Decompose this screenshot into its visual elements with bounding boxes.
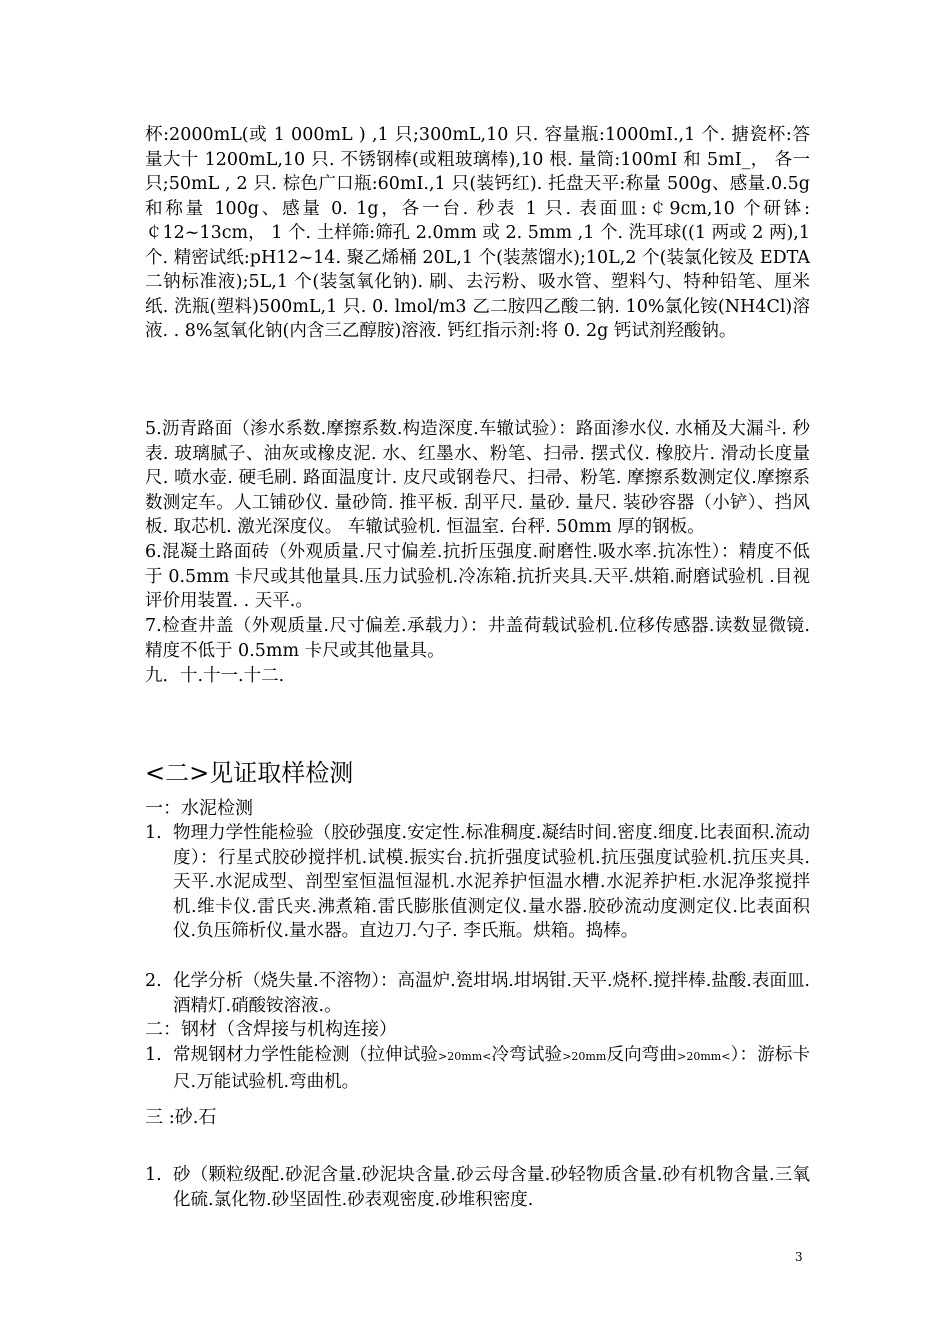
list-item-number: 1. (145, 1045, 162, 1065)
list-item-number: 1. (145, 1165, 162, 1185)
manhole-cover-item-paragraph: 7.检查井盖（外观质量.尺寸偏差.承载力）：井盖荷载试验机.位移传感器.读数显微镜. 精度不低于 0.5mm 卡尺或其他量具。 (145, 616, 810, 661)
steel-spec-small-2: >20mm (562, 1050, 607, 1063)
asphalt-item-paragraph: 5.沥青路面（渗水系数.摩擦系数.构造深度.车辙试验）：路面渗水仪. 水桶及大漏斗. 秒表. 玻璃腻子、油灰或橡皮泥. 水、红墨水、粉笔、扫帚. 摆式仪. 橡胶片. 滑动长度量尺. 喷水壶. 硬毛刷. 路面温度计. 皮尺或钢卷尺、扫帚、粉笔. 摩擦系数测定仪.摩擦系数测定车。人工铺砂仪. 量砂筒. 推平板. 刮平尺. 量砂. 量尺. 装砂容器（小铲）、挡风板. 取芯机. 激光深度仪。 车辙试验机. 恒温室. 台秤. 50mm 厚的钢板。 (145, 419, 810, 537)
steel-spec-small-1: >20mm< (438, 1050, 492, 1063)
list-item (145, 969, 810, 1018)
steel-text-part4: ）：游标卡尺.万能试验机.弯曲机。 (173, 1045, 811, 1092)
steel-spec-small-3: >20mm< (677, 1050, 731, 1063)
paving-brick-item-paragraph: 6.混凝土路面砖（外观质量.尺寸偏差.抗折压强度.耐磨性.吸水率.抗冻性）：精度不低于 0.5mm 卡尺或其他量具.压力试验机.冷冻箱.抗折夹具.天平.烘箱.耐磨试验机 .目视评价用装置. . 天平.。 (145, 542, 810, 611)
list-item (145, 821, 810, 944)
list-item-number: 2. (145, 971, 162, 991)
section-title: <二>见证取样检测 (145, 759, 354, 787)
list-item-text: 物理力学性能检验（胶砂强度.安定性.标准稠度.凝结时间.密度.细度.比表面积.流动度）：行星式胶砂搅拌机.试模.振实台.抗折强度试验机.抗压强度试验机.抗压夹具.天平.水泥成型、剖型室恒温恒湿机.水泥养护恒温水槽.水泥养护柜.水泥净浆搅拌机.维卡仪.雷氏夹.沸煮箱.雷氏膨胀值测定仪.量水器.胶砂流动度测定仪.比表面积仪.负压筛析仪.量水器。直边刀.勺子. 李氏瓶。烘箱。捣棒。 (173, 823, 810, 941)
list-item-number: 1. (145, 823, 162, 843)
list-item-text: 砂（颗粒级配.砂泥含量.砂泥块含量.砂云母含量.砂轻物质含量.砂有机物含量.三氧化硫.氯化物.砂坚固性.砂表观密度.砂堆积密度. (173, 1165, 810, 1210)
list-item-text (173, 1043, 810, 1094)
steel-heading: 二：钢材（含焊接与机构连接） (145, 1019, 397, 1040)
equipment-list-paragraph: 杯:2000mL(或 1 000mL ) ,1 只;300mL,10 只. 容量瓶:1000mI.,1 个. 搪瓷杯:答量大十 1200mL,10 只. 不锈钢棒(或粗玻璃棒),10 根. 量筒:100mI 和 5mI_， 各一只;50mL , 2 只. 棕色广口瓶:60mI.,1 只(装钙红). 托盘天平:称量 500g、感量.0.5g 和称量 100g、感量 0. 1g，各一台. 秒表 1 只. 表面皿:￠9cm,10 个研钵: ￠12~13cm， 1 个. 土样筛:筛孔 2.0mm 或 2. 5mm ,1 个. 洗耳球((1 两或 2 两),1 个. 精密试纸:pH12~14. 聚乙烯桶 20L,1 个(装蒸馏水);10L,2 个(装氯化铵及 EDTA 二钠标准液);5L,1 个(装氢氧化钠). 刷、去污粉、吸水管、塑料勺、特种铅笔、厘米纸. 洗瓶(塑料)500mL,1 只. 0. lmol/m3 乙二胺四乙酸二钠. 10%氯化铵(NH4Cl)溶液. . 8%氢氧化钠(内含三乙醇胺)溶液. 钙红指示剂:将 0. 2g 钙试剂羟酸钠。 (145, 125, 810, 341)
steel-text-part3: 反向弯曲 (606, 1045, 678, 1065)
page-number: 3 (795, 1250, 803, 1264)
steel-text-part1: 常规钢材力学性能检测（拉伸试验 (173, 1045, 439, 1065)
sand-stone-heading: 三 :砂.石 (145, 1107, 217, 1128)
more-items-line: 九．十.十一.十二. (145, 666, 285, 686)
steel-text-part2: 冷弯试验 (491, 1045, 563, 1065)
list-item-text: 化学分析（烧失量.不溶物）：高温炉.瓷坩埚.坩埚钳.天平.烧杯.搅拌棒.盐酸.表面皿.酒精灯.硝酸铵溶液.。 (173, 971, 810, 1016)
list-item (145, 1163, 810, 1212)
cement-heading: 一：水泥检测 (145, 798, 253, 819)
list-item (145, 1043, 810, 1094)
